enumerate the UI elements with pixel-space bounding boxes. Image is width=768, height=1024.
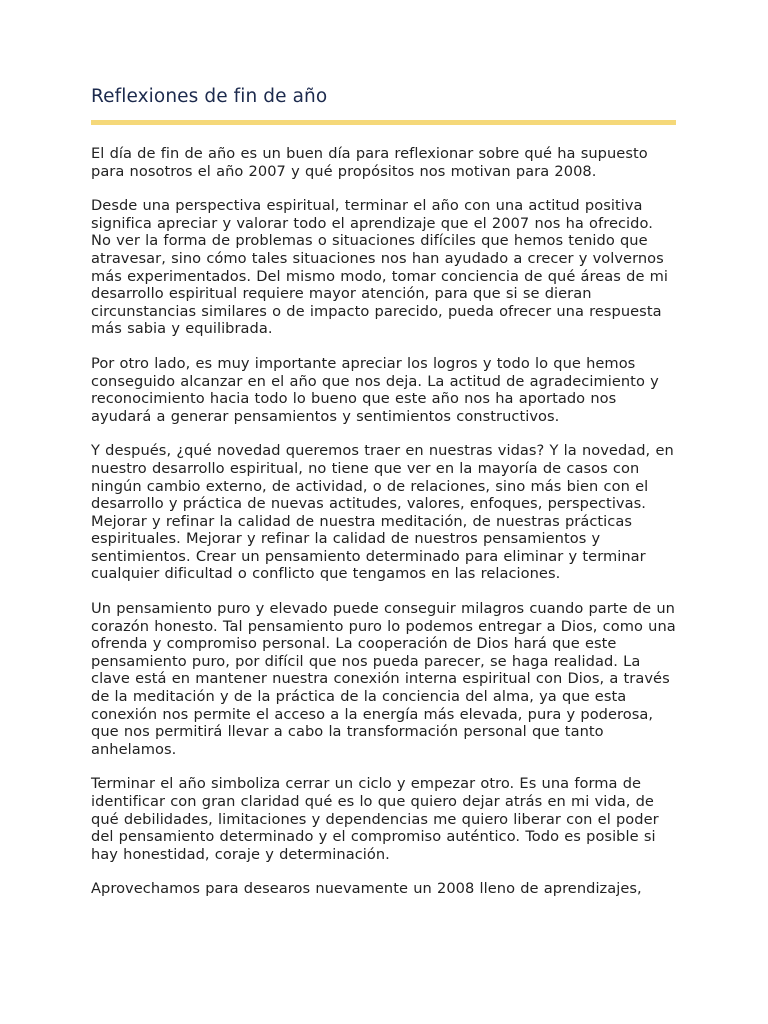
paragraph-4: Y después, ¿qué novedad queremos traer en nuestras vidas? Y la novedad, en nuestro desarrollo espiritual, no tiene que ver en la mayoría de casos con ningún cambio externo, de actividad, o de relaciones, sino más bien con el desarrollo y práctica de nuevas actitudes, valores, enfoques, perspectivas. Mejorar y refinar la calidad de nuestra meditación, de nuestras prácticas espirituales. Mejorar y refinar la calidad de nuestros pensamientos y sentimientos. Crear un pensamiento determinado para eliminar y terminar cualquier dificultad o conflicto que tengamos en las relaciones. — [91, 442, 674, 583]
paragraph-3: Por otro lado, es muy importante apreciar los logros y todo lo que hemos conseguido alcanzar en el año que nos deja. La actitud de agradecimiento y reconocimiento hacia todo lo bueno que este año nos ha aportado nos ayudará a generar pensamientos y sentimientos constructivos. — [91, 354, 659, 425]
paragraph-1: El día de fin de año es un buen día para reflexionar sobre qué ha supuesto para nosotros el año 2007 y qué propósitos nos motivan para 2008. — [91, 145, 648, 180]
article-body — [91, 145, 678, 898]
paragraph-2: Desde una perspectiva espiritual, terminar el año con una actitud positiva significa apreciar y valorar todo el aprendizaje que el 2007 nos ha ofrecido. No ver la forma de problemas o situaciones difíciles que hemos tenido que atravesar, sino cómo tales situaciones nos han ayudado a crecer y volvernos más experimentados. Del mismo modo, tomar conciencia de qué áreas de mi desarrollo espiritual requiere mayor atención, para que si se dieran circunstancias similares o de impacto parecido, pueda ofrecer una respuesta más sabia y equilibrada. — [91, 197, 669, 338]
paragraph-6: Terminar el año simboliza cerrar un ciclo y empezar otro. Es una forma de identificar con gran claridad qué es lo que quiero dejar atrás en mi vida, de qué debilidades, limitaciones y dependencias me quiero liberar con el poder del pensamiento determinado y el compromiso auténtico. Todo es posible si hay honestidad, coraje y determinación. — [91, 775, 659, 863]
title-underline — [91, 120, 676, 125]
page-title: Reflexiones de fin de año — [91, 86, 328, 107]
paragraph-7: Aprovechamos para desearos nuevamente un 2008 lleno de aprendizajes, — [91, 880, 642, 898]
paragraph-5: Un pensamiento puro y elevado puede conseguir milagros cuando parte de un corazón honesto. Tal pensamiento puro lo podemos entregar a Dios, como una ofrenda y compromiso personal. La cooperación de Dios hará que este pensamiento puro, por difícil que nos pueda parecer, se haga realidad. La clave está en mantener nuestra conexión interna espiritual con Dios, a través de la meditación y de la práctica de la conciencia del alma, ya que esta conexión nos permite el acceso a la energía más elevada, pura y poderosa, que nos permitirá llevar a cabo la transformación personal que tanto anhelamos. — [91, 600, 676, 758]
